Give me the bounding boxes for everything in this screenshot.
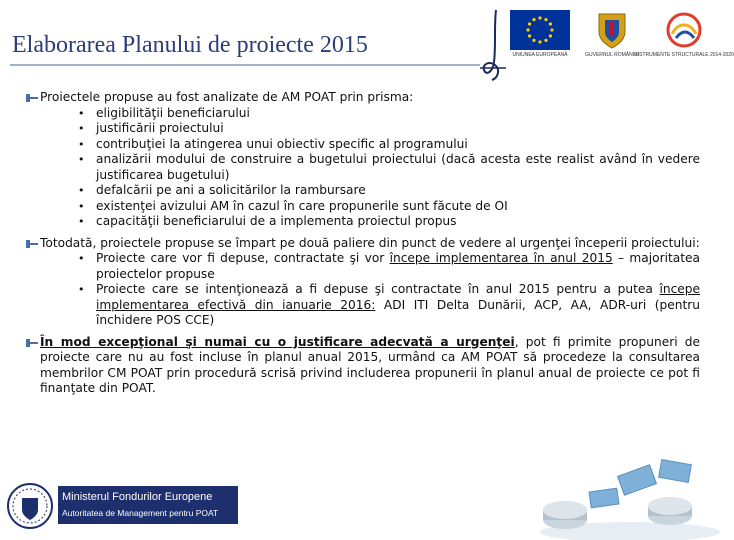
section-analysis [24, 90, 700, 230]
urgency-list [78, 251, 700, 329]
list-item: • defalcării pe ani a solicitărilor la rambursare [78, 183, 700, 199]
ministry-name: Ministerul Fondurilor Europene [62, 491, 213, 503]
section-bullet-icon [24, 337, 40, 349]
list-item: • eligibilităţii beneficiarului [78, 106, 700, 122]
title-divider [10, 64, 480, 66]
structural-instruments-caption: INSTRUMENTE STRUCTURALE 2014-2020 [634, 52, 734, 58]
structural-instruments-icon [654, 10, 714, 50]
puzzle-illustration [470, 440, 720, 540]
authority-name: Autoritatea de Management pentru POAT [62, 508, 219, 518]
section-exception [24, 335, 700, 397]
section-urgency [24, 236, 700, 329]
section-bullet-icon [24, 92, 40, 104]
eu-logo [508, 10, 572, 68]
list-item: • Proiecte care vor fi depuse, contractate şi vor începe implementarea în anul 2015 – majoritatea proiectelor propuse [78, 251, 700, 282]
list-item: • justificării proiectului [78, 121, 700, 137]
government-logo [580, 10, 644, 68]
list-item: • existenţei avizului AM în cazul în care propunerile sunt făcute de OI [78, 199, 700, 215]
partner-logos [508, 10, 734, 68]
section-bullet-icon [24, 238, 40, 250]
section-intro: Totodată, proiectele propuse se împart pe două paliere din punct de vedere al urgenţei începerii proiectului: [40, 235, 700, 250]
list-item: • Proiecte care se intenţionează a fi depuse şi contractate în anul 2015 pentru a putea începe implementarea efectivă din ianuarie 2016: ADI ITI Delta Dunării, ACP, AA, ADR-uri (pentru închidere POS CCE) [78, 282, 700, 329]
slide-content [24, 90, 700, 403]
swirl-ornament [478, 6, 508, 84]
eu-logo-caption: UNIUNEA EUROPEANĂ [512, 52, 568, 58]
section-intro: Proiectele propuse au fost analizate de AM POAT prin prisma: [40, 90, 414, 104]
government-logo-caption: GUVERNUL ROMÂNIEI [585, 52, 639, 58]
list-item: • capacităţii beneficiarului de a implementa proiectul propus [78, 214, 700, 230]
exception-paragraph: În mod excepţional şi numai cu o justificare adecvată a urgenţei, pot fi primite propuneri de proiecte care nu au fost incluse în planul anual 2015, urmând ca AM POAT să procedeze la consultarea membrilor CM POAT prin procedură scrisă privind includerea propunerii în planul anual de proiecte ce pot fi finanţate din POAT. [40, 334, 700, 395]
coat-of-arms-icon [595, 10, 629, 50]
ministry-crest-icon [6, 478, 54, 534]
page-title: Elaborarea Planului de proiecte 2015 [12, 32, 368, 58]
criteria-list [78, 106, 700, 230]
eu-flag-icon [510, 10, 570, 50]
list-item: • analizării modului de construire a bugetului proiectului (dacă acesta este realist având în vedere justificarea bugetului) [78, 152, 700, 183]
structural-instruments-logo [634, 10, 734, 68]
list-item: • contribuţiei la atingerea unui obiectiv specific al programului [78, 137, 700, 153]
